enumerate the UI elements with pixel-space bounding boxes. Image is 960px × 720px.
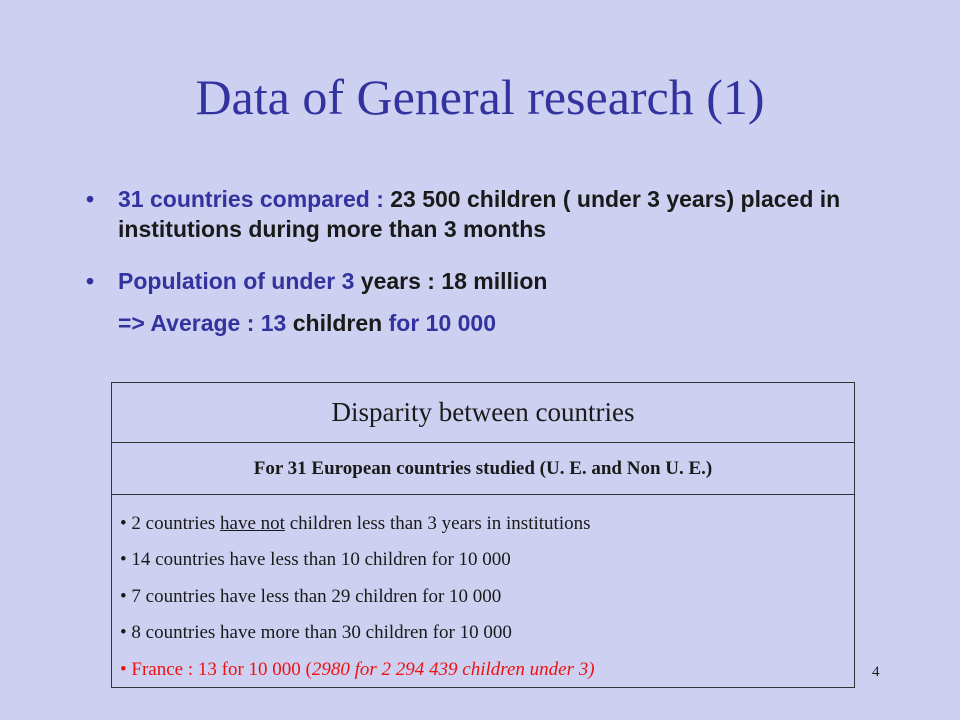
list-item [120,506,854,542]
bullet-marker: • [86,268,95,294]
slide-title: Data of General research (1) [195,69,765,125]
bullet-text-label: Population of under 3 [118,268,361,294]
disparity-table [111,382,855,688]
list-item-france [120,652,854,688]
list-item: • 7 countries have less than 29 children for 10 000 [120,585,502,607]
list-item-text: • France : 13 for 10 000 ( [120,658,312,680]
list-item: • 14 countries have less than 10 children for 10 000 [120,549,511,571]
table-subheading: For 31 European countries studied (U. E. and Non U. E.) [112,443,854,495]
bullet-item-countries-compared [86,184,886,244]
table-list [112,495,854,688]
bullet-text-value: 23 500 children ( under 3 years) placed in institutions during more than 3 months [118,186,841,242]
table-heading: Disparity between countries [112,383,854,443]
list-item-text: • 2 countries [120,513,221,534]
average-per: for 10 000 [382,310,497,336]
average-label: => Average : 13 [118,310,293,336]
list-item: • 8 countries have more than 30 children for 10 000 [120,622,512,644]
average-children: children [292,310,383,336]
list-item-italic: 2980 for 2 294 439 children under 3) [311,658,595,680]
bullet-list [86,184,886,338]
bullet-item-population [86,266,886,296]
average-line [86,308,886,338]
list-item-text: children less than 3 years in institutions [284,513,591,534]
bullet-marker: • [86,186,95,212]
bullet-text-label: 31 countries compared : [118,186,391,212]
slide-number: 4 [872,664,880,680]
bullet-text-value: years : 18 million [360,268,548,294]
list-item-underlined: have not [220,513,285,534]
